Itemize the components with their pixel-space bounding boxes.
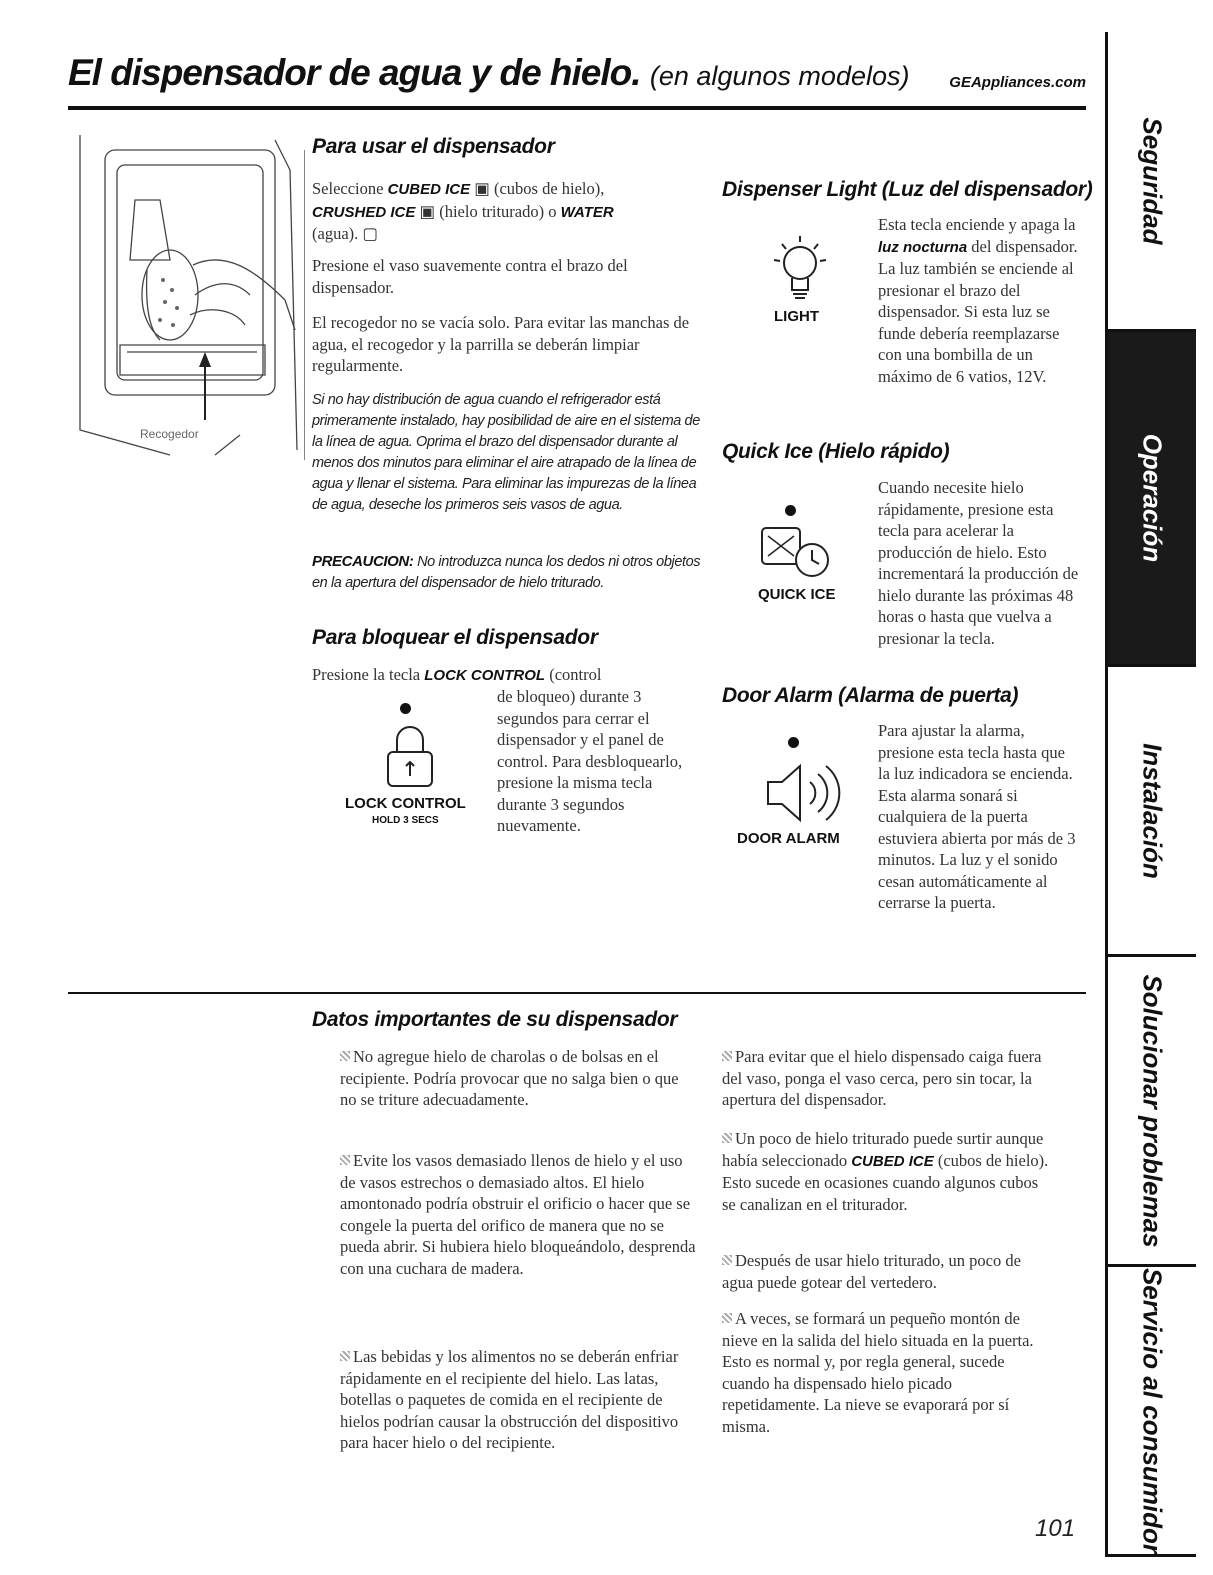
- site-link[interactable]: GEAppliances.com: [949, 74, 1086, 91]
- usar-note: Si no hay distribución de agua cuando el refrigerador está primeramente instalado, hay posibilidad de aire en el sistema de la línea de agua. Oprima el brazo del dispensador durante al menos dos minutos para eliminar el aire atrapado de la línea de agua y llenar el sistema. Para eliminar las impurezas de la línea de agua, deseche los primeros seis vasos de agua.: [312, 392, 700, 513]
- lock-indicator-dot: [400, 703, 411, 714]
- quick-ice-text: Cuando necesite hielo rápidamente, presione esta tecla para acelerar la producción de hielo. Esto incrementará la producción de hielo durante las próximas 48 horas o hasta que vuelva a presionar la tecla.: [878, 478, 1079, 648]
- lock-hold-label: HOLD 3 SECS: [372, 815, 439, 826]
- page-number: 101: [1035, 1515, 1076, 1542]
- kw-cubed-ice-2: CUBED ICE: [851, 1152, 934, 1170]
- usar-select-a: Seleccione: [312, 179, 388, 198]
- kw-luz-nocturna: luz nocturna: [878, 238, 968, 256]
- heading-datos: Datos importantes de su dispensador: [312, 1008, 678, 1031]
- page-header: [68, 52, 1086, 102]
- bullet-text-a: Un poco de hielo triturado puede surtir aunque había seleccionado: [722, 1129, 1044, 1170]
- datos-bullet-2: [340, 1150, 700, 1279]
- usar-select-b: (cubos de hielo),: [493, 179, 605, 198]
- usar-clean-text: El recogedor no se vacía solo. Para evitar las manchas de agua, el recogedor y la parrilla se deberán limpiar regularmente.: [312, 313, 690, 375]
- heading-door-alarm: Door Alarm (Alarma de puerta): [722, 684, 1019, 707]
- kw-crushed-ice: CRUSHED ICE: [312, 203, 416, 221]
- quick-ice-icon: [752, 520, 847, 582]
- light-text-b: del dispensador. La luz también se enciende al presionar el brazo del dispensador. Si esta luz se funde debería reemplazarse con una bombilla de un máximo de 6 vatios, 12V.: [878, 236, 1078, 386]
- lock-control-button[interactable]: LOCK CONTROL: [345, 795, 466, 812]
- crushed-ice-icon: ▣: [415, 201, 440, 221]
- bullet-text: Las bebidas y los alimentos no se deberán enfriar rápidamente en el recipiente del hielo. Las latas, botellas o paquetes de comida en el recipiente de hielos podrían causar la obstrucción del dispositivo para hacer hielo o del recipiente.: [340, 1347, 679, 1452]
- caution-label: PRECAUCION:: [312, 553, 414, 570]
- tab-label: Seguridad: [1137, 116, 1168, 245]
- bullet-icon: [340, 1155, 350, 1165]
- usar-press-text: Presione el vaso suavemente contra el brazo del dispensador.: [312, 256, 628, 297]
- door-alarm-text: Para ajustar la alarma, presione esta tecla hasta que la luz indicadora se encienda. Esta alarma sonará si cualquiera de la puerta estuviera abierta por más de 3 minutos. La luz y el sonido cesan automáticamente al cerrarse la puerta.: [878, 721, 1076, 912]
- bullet-text: Evite los vasos demasiado llenos de hielo y el uso de vasos estrechos o demasiado altos. El hielo amontonado podría obstruir el orificio o hacer que se congele la puerta del orifico de manera que no se pueda abrir. Si hubiera hielo bloqueándolo, desprenda con una cuchara de madera.: [340, 1151, 696, 1278]
- light-button[interactable]: LIGHT: [774, 308, 819, 325]
- kw-cubed-ice: CUBED ICE: [387, 181, 471, 198]
- usar-select-text: [312, 178, 702, 245]
- bullet-text-b: (cubos de hielo). Esto sucede en ocasiones cuando algunos cubos se canalizan en el triturador.: [722, 1150, 1049, 1214]
- door-alarm-button[interactable]: DOOR ALARM: [737, 830, 840, 847]
- bullet-text: Para evitar que el hielo dispensado caiga fuera del vaso, ponga el vaso cerca, pero sin tocar, la apertura del dispensador.: [722, 1047, 1042, 1109]
- tab-label: Solucionar problemas: [1137, 973, 1168, 1248]
- bullet-icon: [722, 1313, 732, 1323]
- illustration-caption: Recogedor: [140, 427, 199, 441]
- heading-usar: Para usar el dispensador: [312, 135, 555, 158]
- datos-bullet-1: [340, 1046, 695, 1111]
- title-subtitle: (en algunos modelos): [649, 61, 910, 91]
- tab-label: Servicio al consumidor: [1137, 1267, 1168, 1554]
- datos-bullet-4: [722, 1046, 1052, 1111]
- door-alarm-indicator-dot: [788, 737, 799, 748]
- quick-ice-indicator-dot: [785, 505, 796, 516]
- usar-caution: [312, 551, 707, 594]
- datos-bullet-7: [722, 1308, 1052, 1437]
- page-title: [68, 52, 909, 94]
- datos-bullet-5: [722, 1128, 1052, 1215]
- tab-label: Instalación: [1137, 742, 1168, 879]
- lock-icon: [380, 722, 440, 790]
- heading-light: Dispenser Light (Luz del dispensador): [722, 178, 1093, 201]
- tab-operacion[interactable]: [1108, 332, 1196, 667]
- bullet-icon: [722, 1255, 732, 1265]
- title-main: El dispensador de agua y de hielo.: [68, 52, 641, 93]
- heading-quick-ice: Quick Ice (Hielo rápido): [722, 440, 950, 463]
- bullet-text: No agregue hielo de charolas o de bolsas en el recipiente. Podría provocar que no salga bien o que no se triture adecuadamente.: [340, 1047, 679, 1109]
- usar-select-c: (hielo triturado) o: [439, 201, 561, 221]
- tab-label: Operación: [1137, 433, 1168, 563]
- light-text: [878, 214, 1083, 387]
- bullet-icon: [340, 1051, 350, 1061]
- cubed-ice-icon: ▣: [470, 179, 494, 198]
- tab-solucionar-problemas[interactable]: [1108, 957, 1196, 1267]
- tab-seguridad[interactable]: [1108, 32, 1196, 332]
- kw-water: WATER: [560, 203, 614, 221]
- usar-select-d: (agua).: [312, 224, 359, 243]
- bullet-icon: [722, 1051, 732, 1061]
- bloquear-intro-b: (control: [545, 665, 602, 684]
- bloquear-intro: [312, 664, 692, 687]
- water-icon: ▢: [358, 224, 378, 243]
- bloquear-intro-a: Presione la tecla: [312, 665, 425, 684]
- bloquear-text: de bloqueo) durante 3 segundos para cerrar el dispensador y el panel de control. Para desbloquearlo, presione la misma tecla durante 3 segundos nuevamente.: [497, 687, 683, 835]
- heading-bloquear: Para bloquear el dispensador: [312, 626, 598, 649]
- section-tabs: [1105, 32, 1196, 1557]
- datos-bullet-6: [722, 1250, 1052, 1293]
- header-rule: [68, 106, 1086, 110]
- kw-lock-control: LOCK CONTROL: [424, 667, 546, 684]
- caution-text: No introduzca nunca los dedos ni otros objetos en la apertura del dispensador de hielo triturado.: [312, 554, 701, 591]
- section-divider: [68, 992, 1086, 994]
- bullet-icon: [722, 1133, 732, 1143]
- tab-instalacion[interactable]: [1108, 667, 1196, 957]
- speaker-icon: [758, 758, 848, 828]
- dispenser-illustration: [75, 130, 305, 470]
- bullet-text: Después de usar hielo triturado, un poco de agua puede gotear del vertedero.: [722, 1251, 1021, 1292]
- bullet-text: A veces, se formará un pequeño montón de nieve en la salida del hielo situada en la puerta. Esto es normal y, por regla general, sucede cuando ha dispensado hielo picado repetidamente. La nieve se evaporará por sí misma.: [722, 1309, 1034, 1436]
- quick-ice-button[interactable]: QUICK ICE: [758, 586, 836, 603]
- bullet-icon: [340, 1351, 350, 1361]
- datos-bullet-3: [340, 1346, 700, 1454]
- light-text-a: Esta tecla enciende y apaga la: [878, 215, 1076, 234]
- light-bulb-icon: [760, 228, 840, 308]
- tab-servicio-al-consumidor[interactable]: [1108, 1267, 1196, 1557]
